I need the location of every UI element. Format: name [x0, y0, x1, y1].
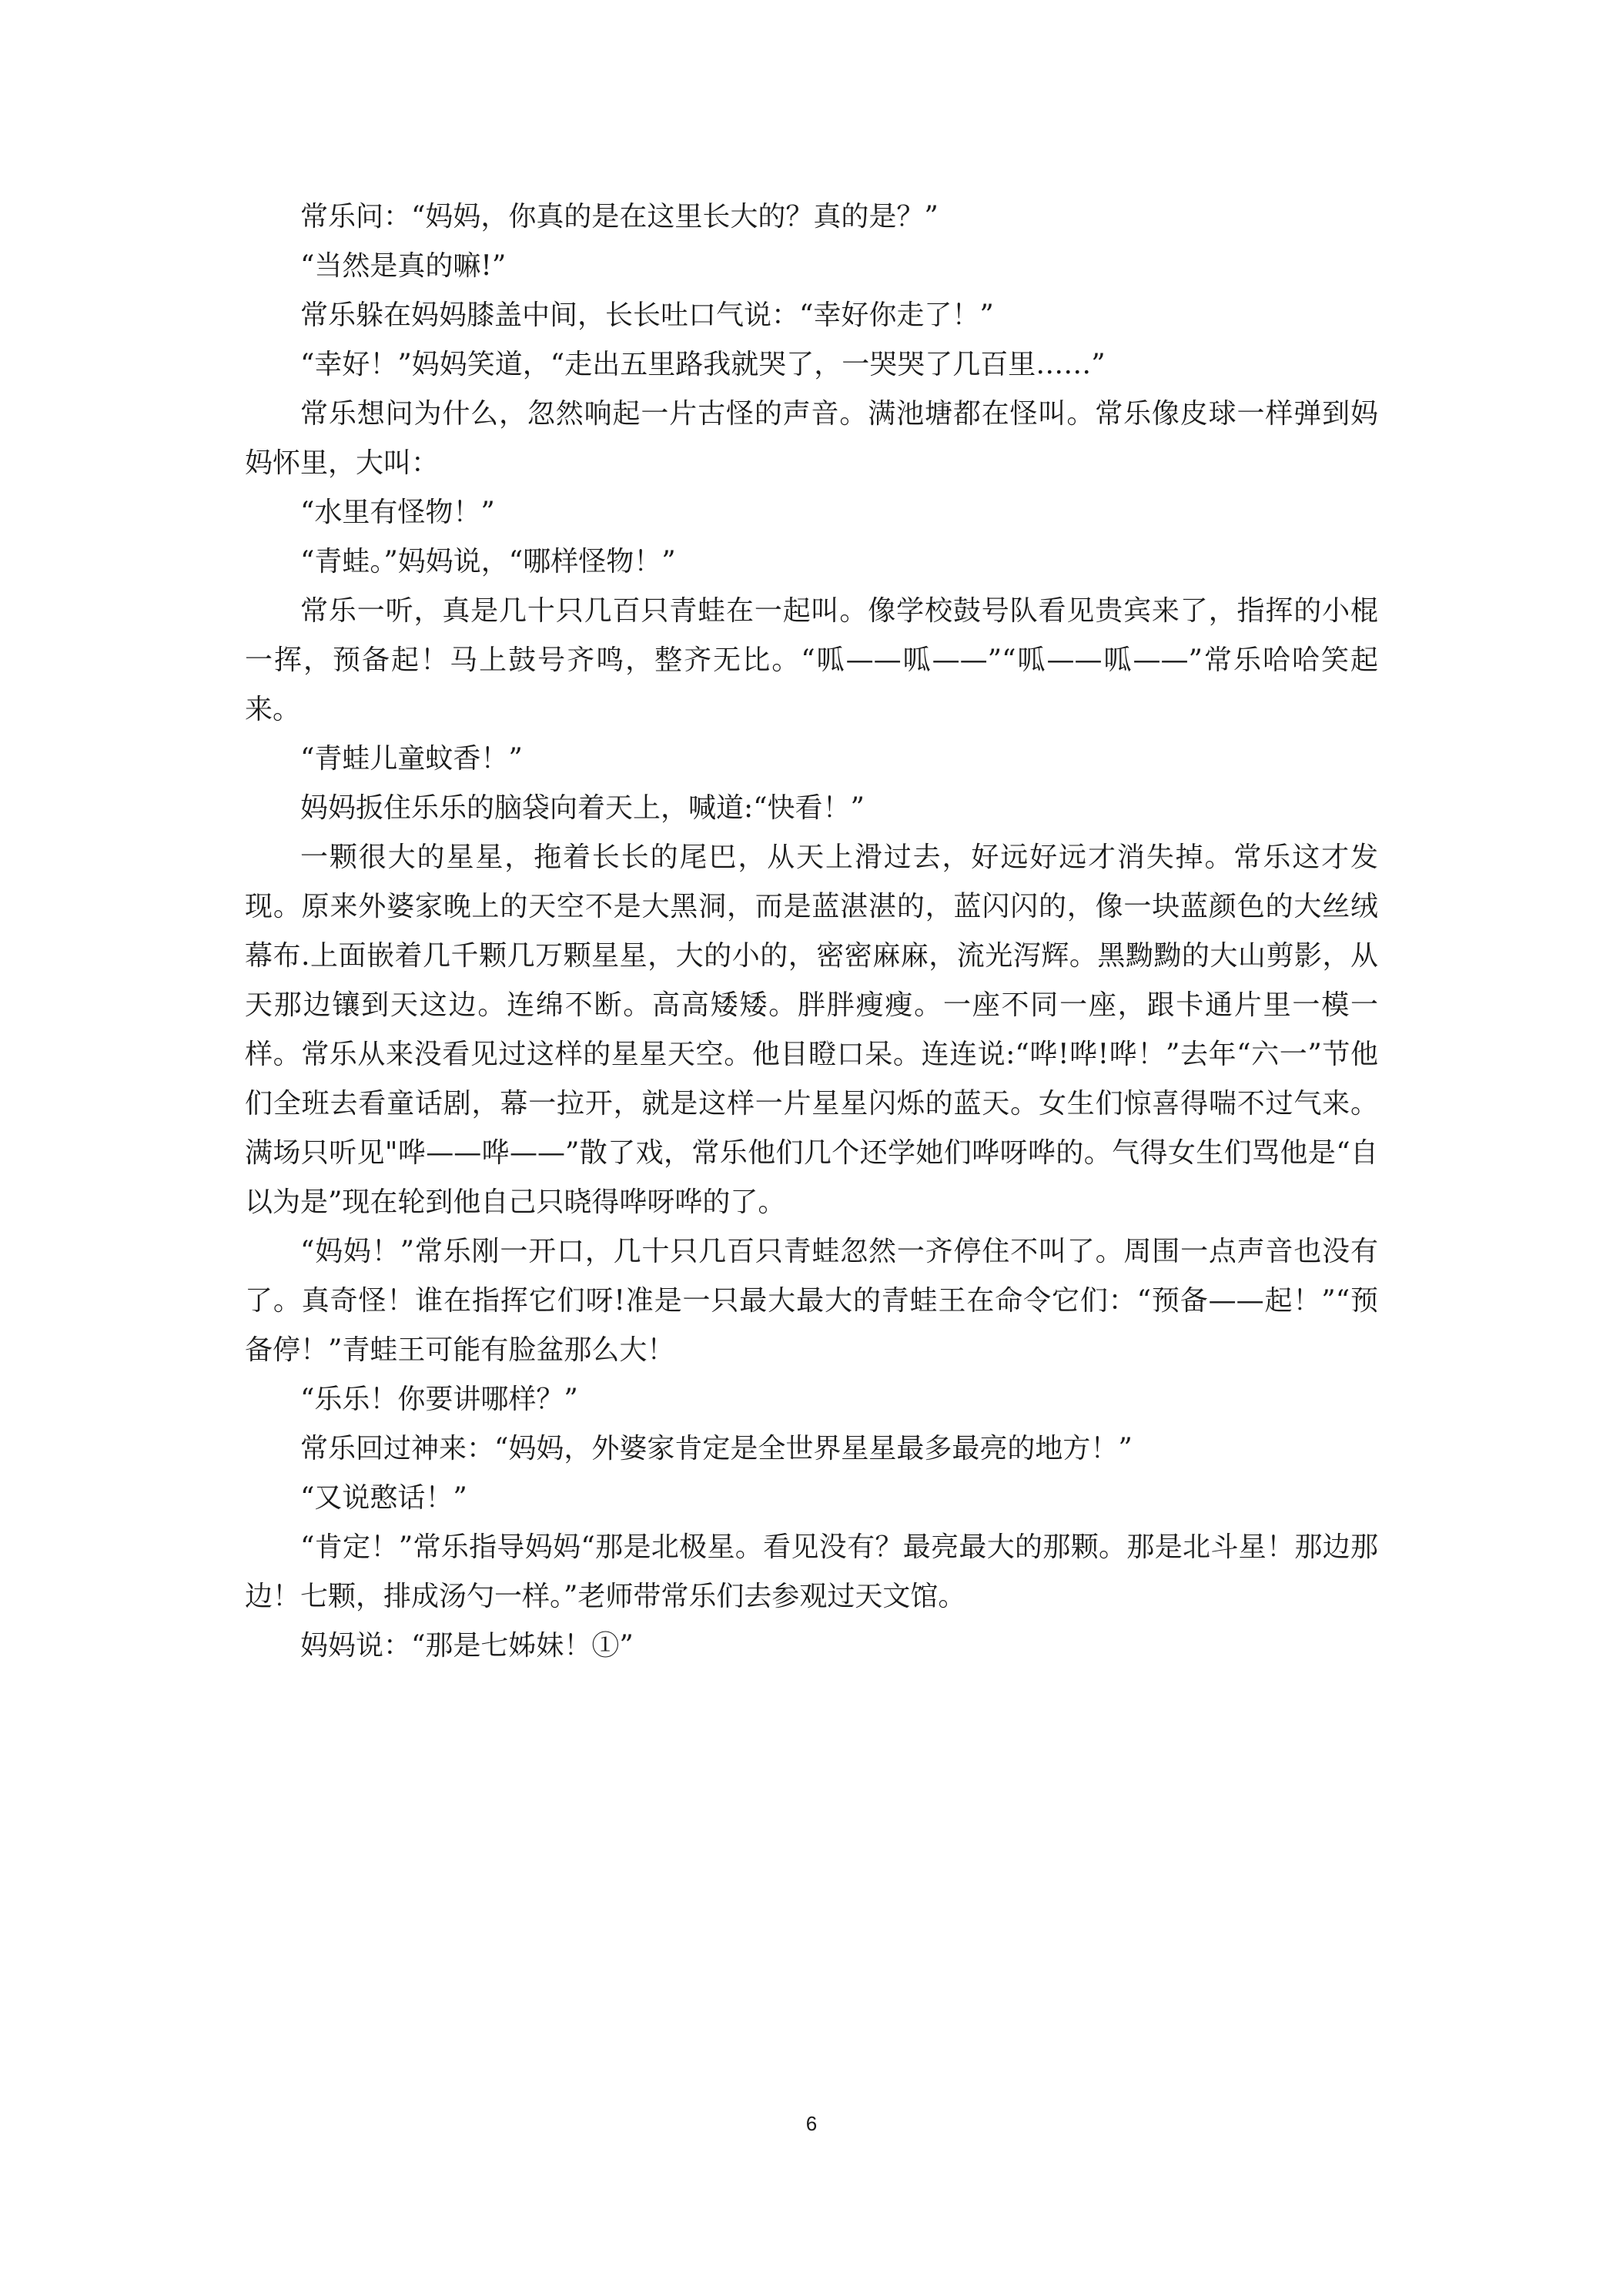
paragraph: 常乐躲在妈妈膝盖中间，长长吐口气说：“幸好你走了！” [300, 300, 994, 331]
paragraph: “当然是真的嘛!” [300, 250, 507, 282]
paragraph: “水里有怪物！” [300, 497, 495, 528]
paragraph: “青蛙儿童蚊香！” [300, 743, 523, 775]
paragraph: 常乐回过神来：“妈妈，外婆家肯定是全世界星星最多最亮的地方！” [300, 1433, 1133, 1464]
paragraph: “乐乐！你要讲哪样？” [300, 1384, 578, 1415]
body-text [245, 192, 1378, 1671]
paragraph: 常乐问：“妈妈，你真的是在这里长大的？真的是？” [300, 201, 939, 233]
paragraph: 妈妈说：“那是七姊妹！①” [300, 1630, 634, 1662]
paragraph: 妈妈扳住乐乐的脑袋向着天上，喊道:“快看！” [300, 792, 865, 824]
paragraph: “肯定！”常乐指导妈妈“那是北极星。看见没有？最亮最大的那颗。那是北斗星！那边那边！七颗，排成汤勺一样。”老师带常乐们去参观过天文馆。 [245, 1531, 1378, 1612]
paragraph: 一颗很大的星星，拖着长长的尾巴，从天上滑过去，好远好远才消失掉。常乐这才发现。原来外婆家晚上的天空不是大黑洞，而是蓝湛湛的，蓝闪闪的，像一块蓝颜色的大丝绒幕布.上面嵌着几千颗几万颗星星，大的小的，密密麻麻，流光泻辉。黑黝黝的大山剪影，从天那边镶到天这边。连绵不断。高高矮矮。胖胖瘦瘦。一座不同一座，跟卡通片里一模一样。常乐从来没看见过这样的星星天空。他目瞪口呆。连连说:“哗!哗!哗！”去年“六一”节他们全班去看童话剧，幕一拉开，就是这样一片星星闪烁的蓝天。女生们惊喜得喘不过气来。满场只听见"哗——哗——”散了戏，常乐他们几个还学她们哗呀哗的。气得女生们骂他是“自以为是”现在轮到他自己只晓得哗呀哗的了。 [245, 842, 1378, 1218]
paragraph: “青蛙。”妈妈说，“哪样怪物！” [300, 546, 676, 577]
paragraph: 常乐想问为什么，忽然响起一片古怪的声音。满池塘都在怪叫。常乐像皮球一样弹到妈妈怀里，大叫： [245, 398, 1378, 479]
paragraph: 常乐一听，真是几十只几百只青蛙在一起叫。像学校鼓号队看见贵宾来了，指挥的小棍一挥，预备起！马上鼓号齐鸣，整齐无比。“呱——呱——”“呱——呱——”常乐哈哈笑起来。 [245, 595, 1378, 725]
page-number: 6 [805, 2112, 818, 2135]
paragraph: “妈妈！”常乐刚一开口，几十只几百只青蛙忽然一齐停住不叫了。周围一点声音也没有了。真奇怪！谁在指挥它们呀!准是一只最大最大的青蛙王在命令它们：“预备——起！”“预备停！”青蛙王可能有脸盆那么大！ [245, 1236, 1378, 1366]
paragraph: “幸好！”妈妈笑道，“走出五里路我就哭了，一哭哭了几百里……” [300, 349, 1106, 380]
paragraph: “又说憨话！” [300, 1482, 467, 1514]
